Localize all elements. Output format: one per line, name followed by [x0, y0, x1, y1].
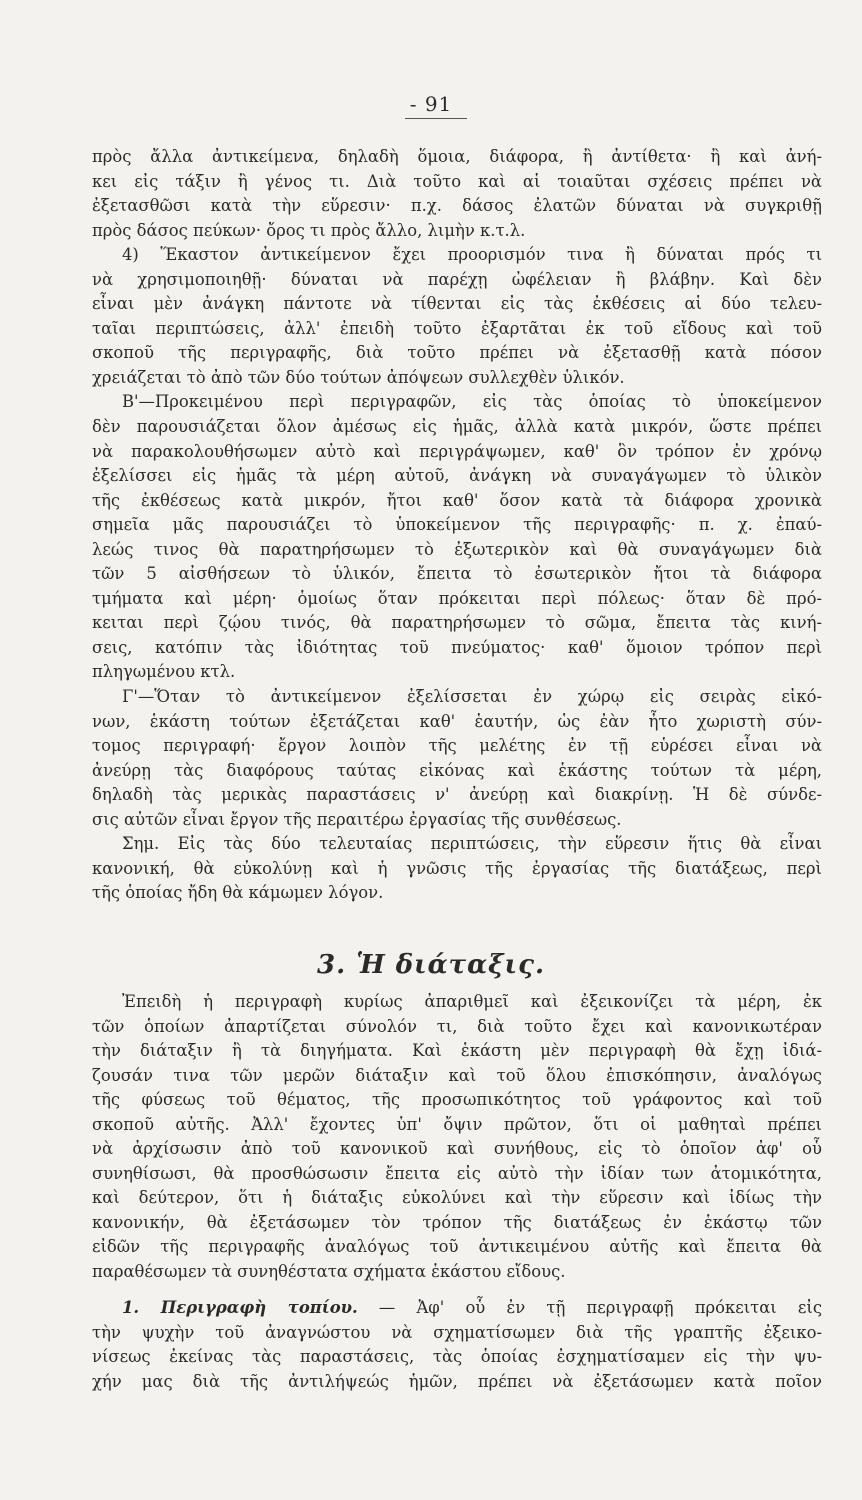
- page-number-rule: [405, 118, 467, 119]
- text-line: σκοποῦ τῆς περιγραφῆς, διὰ τοῦτο πρέπει νὰ ἐξετασθῇ κατὰ πόσον: [92, 343, 822, 363]
- subsection-title: 1. Περιγραφὴ τοπίου.: [122, 1298, 358, 1317]
- text-line: [92, 1296, 822, 1321]
- section-heading: 3. Ἡ διάταξις.: [317, 950, 545, 980]
- text-run: χήν μας διὰ τῆς ἀντιλήψεώς ἡμῶν, πρέπει νὰ ἐξετάσωμεν κατὰ ποῖον: [92, 1371, 822, 1391]
- text-line: ἐξετασθῶσι κατὰ τὴν εὕρεσιν· π.χ. δάσος ἐλατῶν δύναται νὰ συγκριθῇ: [92, 196, 822, 216]
- text-line: ἐξελίσσει εἰς ἡμᾶς τὰ μέρη αὐτοῦ, ἀνάγκη νὰ συναγάγωμεν τὸ ὑλικὸν: [92, 466, 822, 486]
- text-line: δὲν παρουσιάζεται ὅλον ἀμέσως εἰς ἡμᾶς, ἀλλὰ κατὰ μικρόν, ὥστε πρέπει: [92, 417, 822, 437]
- text-line: παραθέσωμεν τὰ συνηθέστατα σχήματα ἑκάστου εἴδους.: [92, 1262, 566, 1282]
- text-line: δηλαδὴ τὰς μερικὰς παραστάσεις ν' ἀνεύρῃ καὶ διακρίνῃ. Ἡ δὲ σύνδε-: [92, 785, 822, 805]
- text-line: τῆς φύσεως τοῦ θέματος, τῆς προσωπικότητος τοῦ γράφοντος καὶ τοῦ: [92, 1090, 822, 1110]
- text-run: — Ἀφ' οὗ ἐν τῇ περιγραφῇ πρόκειται εἰς: [357, 1298, 822, 1317]
- text-line: τῆς ὁποίας ἤδη θὰ κάμωμεν λόγον.: [92, 883, 384, 903]
- text-line: νὰ παρακολουθήσωμεν αὐτὸ καὶ περιγράψωμεν, καθ' ὃν τρόπον ἐν χρόνῳ: [92, 441, 822, 461]
- text-line: κανονικήν, θὰ ἐξετάσωμεν τὸν τρόπον τῆς διατάξεως ἐν ἑκάστῳ τῶν: [92, 1212, 822, 1232]
- text-line: πρὸς δάσος πεύκων· ὄρος τι πρὸς ἄλλο, λιμὴν κ.τ.λ.: [92, 220, 526, 240]
- text-line: χρειάζεται τὸ ἀπὸ τῶν δύο τούτων ἀπόψεων συλλεχθὲν ὑλικόν.: [92, 367, 625, 387]
- text-line: ἀνεύρῃ τὰς διαφόρους ταύτας εἰκόνας καὶ ἑκάστης τούτων τὰ μέρη,: [92, 760, 822, 780]
- text-line: σεις, κατόπιν τὰς ἰδιότητας τοῦ πνεύματος· καθ' ὅμοιον τρόπον περὶ: [92, 637, 822, 657]
- text-line: εἰδῶν τῆς περιγραφῆς ἀναλόγως τοῦ ἀντικειμένου αὐτῆς καὶ ἔπειτα θὰ: [92, 1237, 822, 1257]
- text-line: κανονική, θὰ εὐκολύνῃ καὶ ἡ γνῶσις τῆς ἐργασίας τῆς διατάξεως, περὶ: [92, 858, 822, 878]
- text-line: Γ'—Ὅταν τὸ ἀντικείμενον ἐξελίσσεται ἐν χώρῳ εἰς σειρὰς εἰκό-: [122, 687, 822, 707]
- text-line: νων, ἑκάστη τούτων ἐξετάζεται καθ' ἑαυτήν, ὡς ἐὰν ἦτο χωριστὴ σύν-: [92, 711, 822, 731]
- text-line: τῶν 5 αἰσθήσεων τὸ ὑλικόν, ἔπειτα τὸ ἐσωτερικὸν ἤτοι τὰ διάφορα: [92, 564, 822, 584]
- text-line: κειται περὶ ζῴου τινός, θὰ παρατηρήσωμεν τὸ σῶμα, ἔπειτα τὰς κινή-: [92, 613, 822, 633]
- text-line: σκοποῦ αὐτῆς. Ἀλλ' ἔχοντες ὑπ' ὄψιν πρῶτον, ὅτι οἱ μαθηταὶ πρέπει: [92, 1114, 822, 1134]
- text-line: [92, 1370, 822, 1395]
- text-line: νὰ ἀρχίσωσιν ἀπὸ τοῦ κανονικοῦ καὶ συνήθους, εἰς τὸ ὁποῖον ἀφ' οὗ: [92, 1139, 822, 1159]
- text-line: εἶναι μὲν ἀνάγκη πάντοτε νὰ τίθενται εἰς τὰς ἐκθέσεις αἱ δύο τελευ-: [92, 294, 822, 314]
- text-line: σημεῖα μᾶς παρουσιάζει τὸ ὑποκείμενον τῆς περιγραφῆς· π. χ. ἐπαύ-: [92, 515, 822, 535]
- text-line: πρὸς ἄλλα ἀντικείμενα, δηλαδὴ ὅμοια, διάφορα, ἢ ἀντίθετα· ἢ καὶ ἀνή-: [92, 147, 822, 166]
- text-line: [92, 1345, 822, 1370]
- text-line: συνηθίσωσι, θὰ προσθώσωσιν ἔπειτα εἰς αὐτὸ τὴν ἰδίαν των ἀτομικότητα,: [92, 1163, 822, 1183]
- text-line: νὰ χρησιμοποιηθῇ· δύναται νὰ παρέχῃ ὠφέλειαν ἢ βλάβην. Καὶ δὲν: [92, 269, 822, 289]
- text-line: [92, 1321, 822, 1346]
- text-line: κει εἰς τάξιν ἢ γένος τι. Διὰ τοῦτο καὶ αἱ τοιαῦται σχέσεις πρέπει νὰ: [92, 171, 822, 191]
- text-line: πληγωμένου κτλ.: [92, 662, 236, 682]
- text-line: Ἐπειδὴ ἡ περιγραφὴ κυρίως ἀπαριθμεῖ καὶ ἐξεικονίζει τὰ μέρη, ἐκ: [122, 992, 822, 1011]
- text-block-3: [92, 1296, 822, 1394]
- text-line: λεώς τινος θὰ παρατηρήσωμεν τὸ ἐξωτερικὸν καὶ θὰ συναγάγωμεν διὰ: [92, 539, 822, 559]
- text-line: σις αὐτῶν εἶναι ἔργον τῆς περαιτέρω ἐργασίας τῆς συνθέσεως.: [92, 809, 622, 829]
- text-line: τμήματα καὶ μέρη· ὁμοίως ὅταν πρόκειται περὶ πόλεως· ὅταν δὲ πρό-: [92, 588, 822, 608]
- page-number: - 91: [409, 92, 453, 116]
- text-line: τῆς ἐκθέσεως κατὰ μικρόν, ἤτοι καθ' ὅσον κατὰ τὰ διάφορα χρονικὰ: [92, 490, 822, 510]
- text-line: τὴν διάταξιν ἢ τὰ διηγήματα. Καὶ ἑκάστη μὲν περιγραφὴ θὰ ἔχῃ ἰδιά-: [92, 1041, 822, 1061]
- text-line: καὶ δεύτερον, ὅτι ἡ διάταξις εὐκολύνει καὶ τὴν εὕρεσιν καὶ ἰδίως τὴν: [92, 1188, 822, 1208]
- text-line: ταῖαι περιπτώσεις, ἀλλ' ἐπειδὴ τοῦτο ἐξαρτᾶται ἐκ τοῦ εἴδους καὶ τοῦ: [92, 318, 822, 338]
- text-line: ζουσάν τινα τῶν μερῶν διάταξιν καὶ τοῦ ὅλου ἐπισκόπησιν, ἀναλόγως: [92, 1065, 822, 1085]
- text-line: Β'—Προκειμένου περὶ περιγραφῶν, εἰς τὰς ὁποίας τὸ ὑποκείμενον: [122, 392, 822, 412]
- text-line: 4) Ἕκαστον ἀντικείμενον ἔχει προορισμόν τινα ἢ δύναται πρός τι: [122, 245, 822, 265]
- text-line: τῶν ὁποίων ἀπαρτίζεται σύνολόν τι, διὰ τοῦτο ἔχει καὶ κανονικωτέραν: [92, 1016, 822, 1036]
- text-block-2: [92, 990, 822, 1285]
- text-line: Σημ. Εἰς τὰς δύο τελευταίας περιπτώσεις, τὴν εὕρεσιν ἥτις θὰ εἶναι: [122, 834, 822, 854]
- text-run: τὴν ψυχὴν τοῦ ἀναγνώστου νὰ σχηματίσωμεν διὰ τῆς γραπτῆς ἐξεικο-: [92, 1322, 822, 1342]
- text-block-1: [92, 145, 822, 906]
- text-line: τομος περιγραφή· ἔργον λοιπὸν τῆς μελέτης ἐν τῇ εὑρέσει εἶναι νὰ: [92, 736, 822, 756]
- text-run: νίσεως ἐκείνας τὰς παραστάσεις, τὰς ὁποίας ἐσχηματίσαμεν εἰς τὴν ψυ-: [92, 1347, 822, 1367]
